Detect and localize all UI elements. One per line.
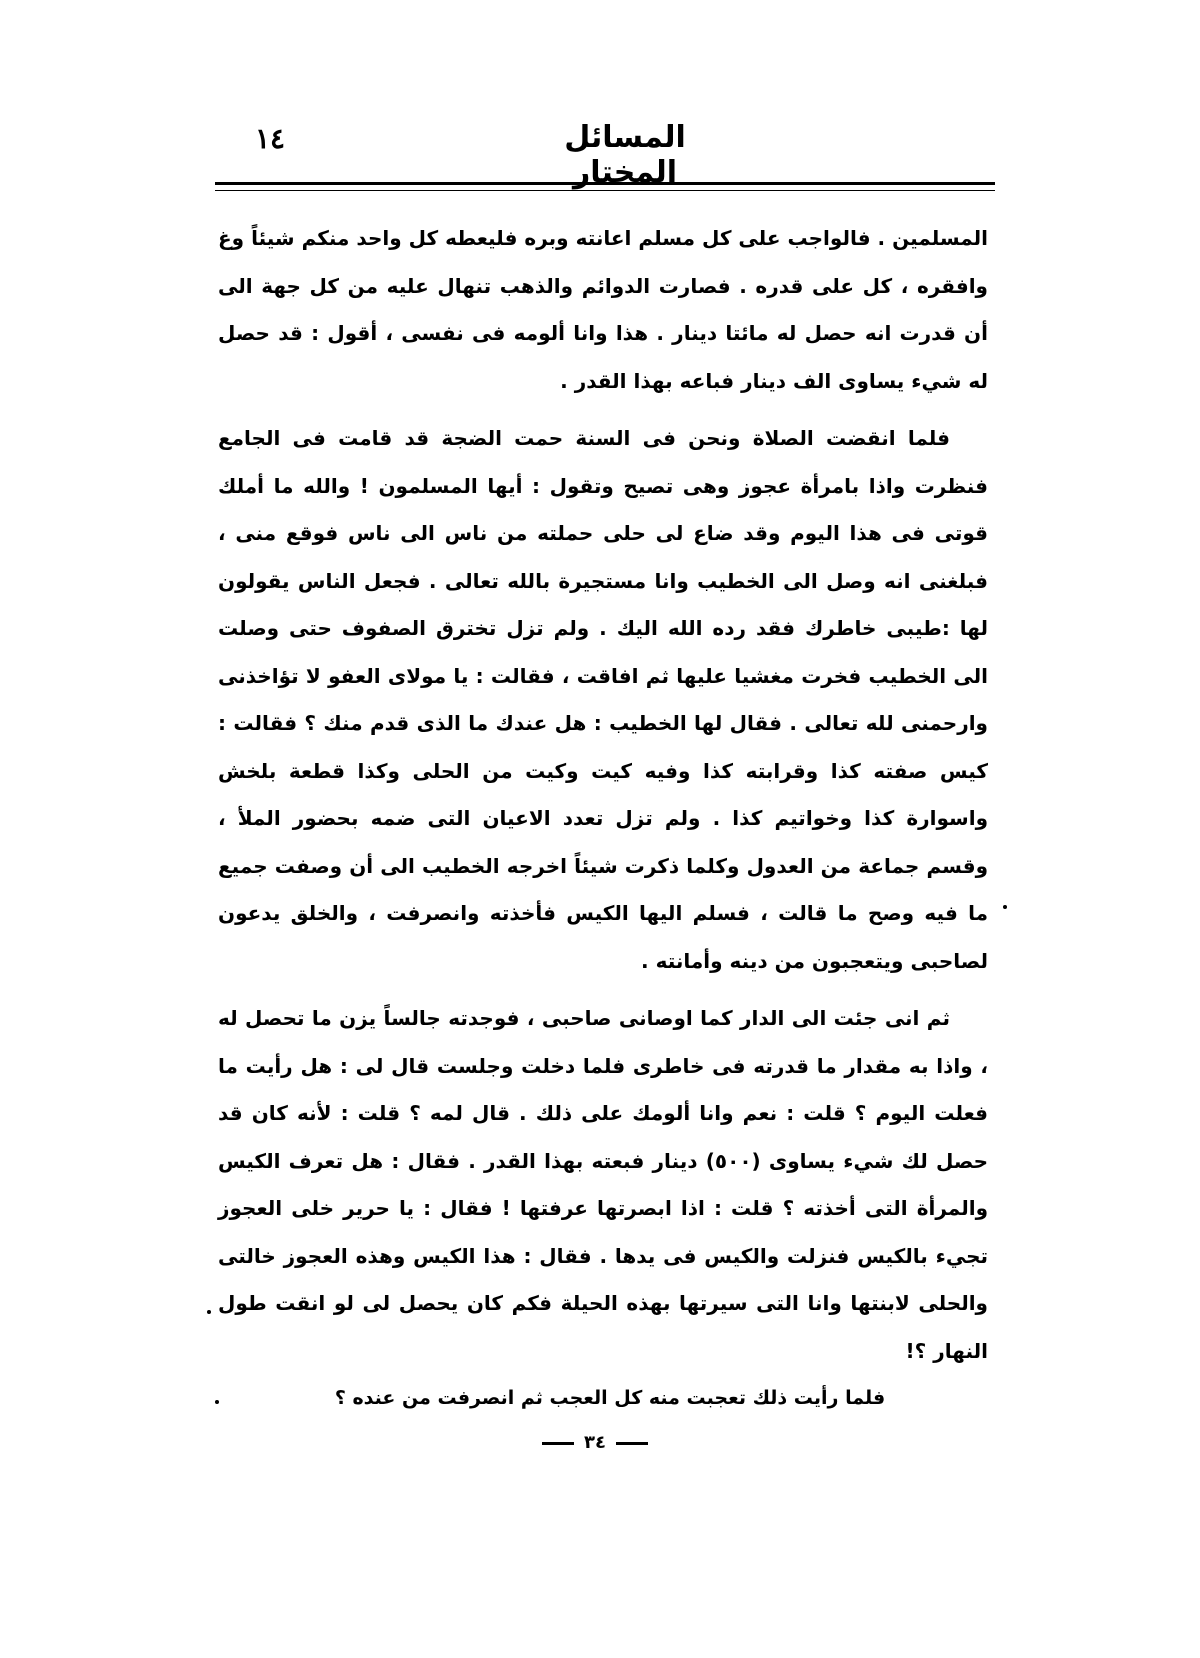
footer-dash-left (542, 1442, 574, 1445)
paragraph: ثم انى جئت الى الدار كما اوصانى صاحبى ، فوجدته جالساً يزن ما تحصل له ، واذا به مقدار ما قدرته فى خاطرى فلما دخلت وجلست قال لى : هل رأيت ما فعلت اليوم ؟ قلت : نعم وانا ألومك على ذلك . قال لمه ؟ قلت : لأنه كان قد حصل لك شيء يساوى (٥٠٠) دينار فبعته بهذا القدر . فقال : هل تعرف الكيس والمرأة التى أخذته ؟ قلت : اذا ابصرتها عرفتها ! فقال : يا حرير خلى العجوز تجيء بالكيس فنزلت والكيس فى يدها . فقال : هذا الكيس وهذه العجوز خالتى والحلى لابنتها وانا التى سيرتها بهذه الحيلة فكم كان يحصل لى لو انقت طول النهار ؟! (218, 1006, 989, 1363)
footer-mark (520, 1432, 670, 1462)
scan-speck (1003, 905, 1007, 909)
header-rule (215, 182, 995, 185)
body-text (218, 215, 988, 1385)
header-rule-thin (215, 190, 995, 191)
page-header (215, 110, 995, 190)
paragraph: فلما انقضت الصلاة ونحن فى السنة حمت الضجة قد قامت فى الجامع فنظرت واذا بامرأة عجوز وهى تصيح وتقول : أيها المسلمون ! والله ما أملك قوتى فى هذا اليوم وقد ضاع لى حلى حملته من ناس الى ناس فوقع منى ، فبلغنى انه وصل الى الخطيب وانا مستجيرة بالله تعالى . فجعل الناس يقولون لها :طيبى خاطرك فقد رده الله اليك . ولم تزل تخترق الصفوف حتى وصلت الى الخطيب فخرت مغشيا عليها ثم افاقت ، فقالت : يا مولاى العفو لا تؤاخذنى وارحمنى لله تعالى . فقال لها الخطيب : هل عندك ما الذى قدم منك ؟ فقالت : كيس صفته كذا وقرابته كذا وفيه كيت وكيت من الحلى وكذا قطعة بلخش واسوارة كذا وخواتيم كذا . ولم تزل تعدد الاعيان التى ضمه بحضور الملأ ، وقسم جماعة من العدول وكلما ذكرت شيئاً اخرجه الخطيب الى أن وصفت جميع ما فيه وصح ما قالت ، فسلم اليها الكيس فأخذته وانصرفت ، والخلق يدعون لصاحبى ويتعجبون من دينه وأمانته . (218, 426, 988, 973)
closing-line: فلما رأيت ذلك تعجبت منه كل العجب ثم انصرفت من عنده ؟ (334, 1387, 886, 1409)
footer-number: ٣٤ (584, 1432, 606, 1453)
running-title: المسائل المختار (564, 120, 686, 190)
scan-speck (215, 1400, 219, 1404)
footer-dash-right (616, 1442, 648, 1445)
page-number: ١٤ (255, 122, 286, 155)
scan-speck (207, 1310, 211, 1314)
paragraph: المسلمين . فالواجب على كل مسلم اعانته وبره فليعطه كل واحد منكم شيئاً وغ وافقره ، كل على قدره . فصارت الدوائم والذهب تنهال عليه من كل جهة الى أن قدرت انه حصل له مائتا دينار . هذا وانا ألومه فى نفسى ، أقول : قد حصل له شيء يساوى الف دينار فباعه بهذا القدر . (218, 226, 988, 393)
